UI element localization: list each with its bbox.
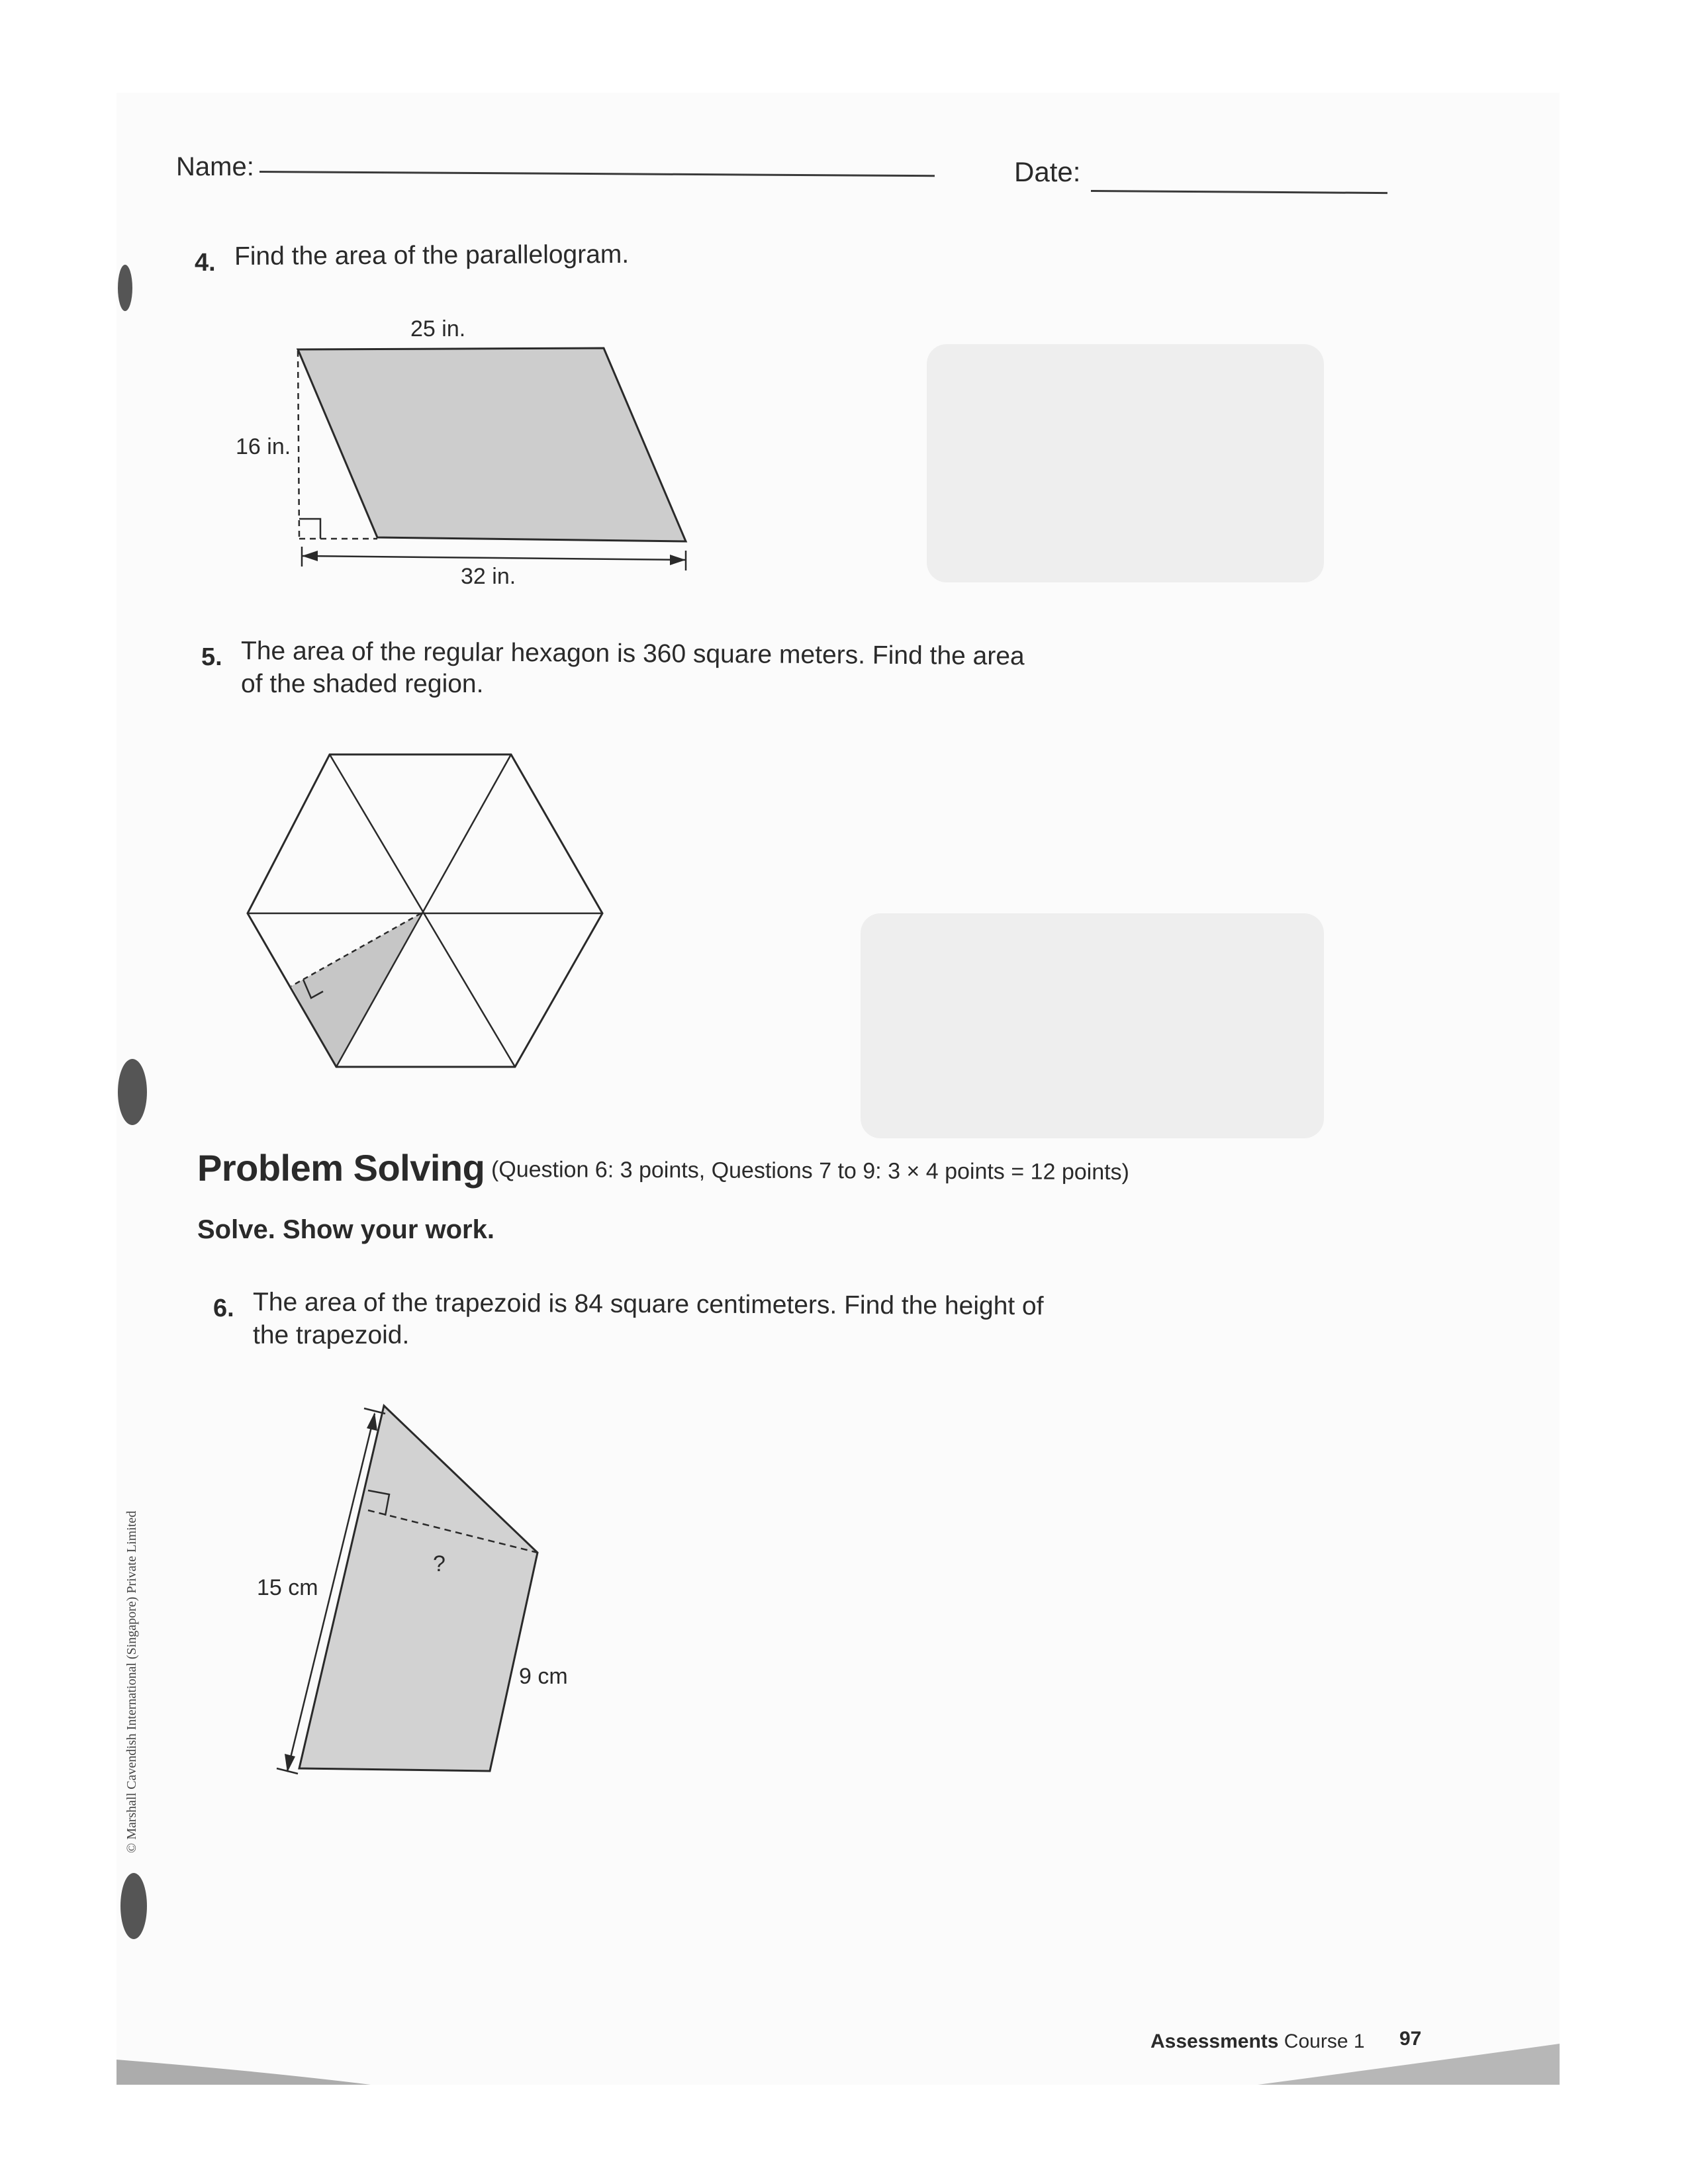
hexagon-diagonal bbox=[336, 754, 511, 1067]
label-16-in: 16 in. bbox=[236, 434, 291, 459]
page-number: 97 bbox=[1399, 2028, 1422, 2050]
footer-book-title bbox=[1150, 2030, 1365, 2053]
arrowhead-left bbox=[302, 551, 318, 561]
parallelogram-height-line bbox=[298, 351, 299, 537]
label-height-unknown: ? bbox=[433, 1551, 445, 1576]
base-dimension-arrow bbox=[302, 556, 686, 560]
shaded-region bbox=[291, 913, 421, 1067]
arrowhead-top bbox=[367, 1412, 377, 1431]
trapezoid-shape bbox=[299, 1406, 538, 1771]
question-6-text-line1: The area of the trapezoid is 84 square centimeters. Find the height of bbox=[252, 1288, 1044, 1321]
label-32-in: 32 in. bbox=[461, 564, 516, 589]
arrowhead-right bbox=[670, 555, 686, 565]
label-9-cm: 9 cm bbox=[519, 1664, 568, 1689]
hexagon-figure bbox=[248, 754, 602, 1067]
problem-solving-title: Problem Solving bbox=[197, 1147, 485, 1189]
footer-book-bold: Assessments bbox=[1150, 2030, 1279, 2052]
problem-solving-points-note: (Question 6: 3 points, Questions 7 to 9: 3 × 4 points = 12 points) bbox=[491, 1157, 1129, 1185]
question-5-text-line1: The area of the regular hexagon is 360 square meters. Find the area bbox=[240, 637, 1025, 671]
parallelogram-shape bbox=[298, 348, 686, 541]
date-label: Date: bbox=[1014, 156, 1081, 187]
question-5-number: 5. bbox=[201, 643, 222, 671]
question-4-number: 4. bbox=[195, 249, 216, 277]
parallelogram-figure bbox=[236, 316, 686, 589]
page-curl-shadow-left bbox=[117, 2060, 371, 2085]
question-5-text-line2: of the shaded region. bbox=[241, 670, 484, 698]
trapezoid-figure bbox=[257, 1406, 568, 1774]
hexagon-outline bbox=[248, 754, 602, 1067]
copyright-notice: © Marshall Cavendish International (Singapore) Private Limited bbox=[124, 1510, 139, 1853]
question-4-text: Find the area of the parallelogram. bbox=[234, 240, 630, 271]
name-label: Name: bbox=[176, 152, 254, 181]
footer-course: Course 1 bbox=[1284, 2030, 1365, 2052]
label-15-cm: 15 cm bbox=[257, 1575, 318, 1600]
label-25-in: 25 in. bbox=[410, 316, 466, 341]
solve-instruction: Solve. Show your work. bbox=[197, 1215, 494, 1244]
question-6-number: 6. bbox=[213, 1295, 234, 1322]
arrowhead-bottom bbox=[285, 1754, 295, 1772]
question-6-text-line2: the trapezoid. bbox=[253, 1321, 410, 1349]
right-angle-marker bbox=[299, 519, 320, 539]
